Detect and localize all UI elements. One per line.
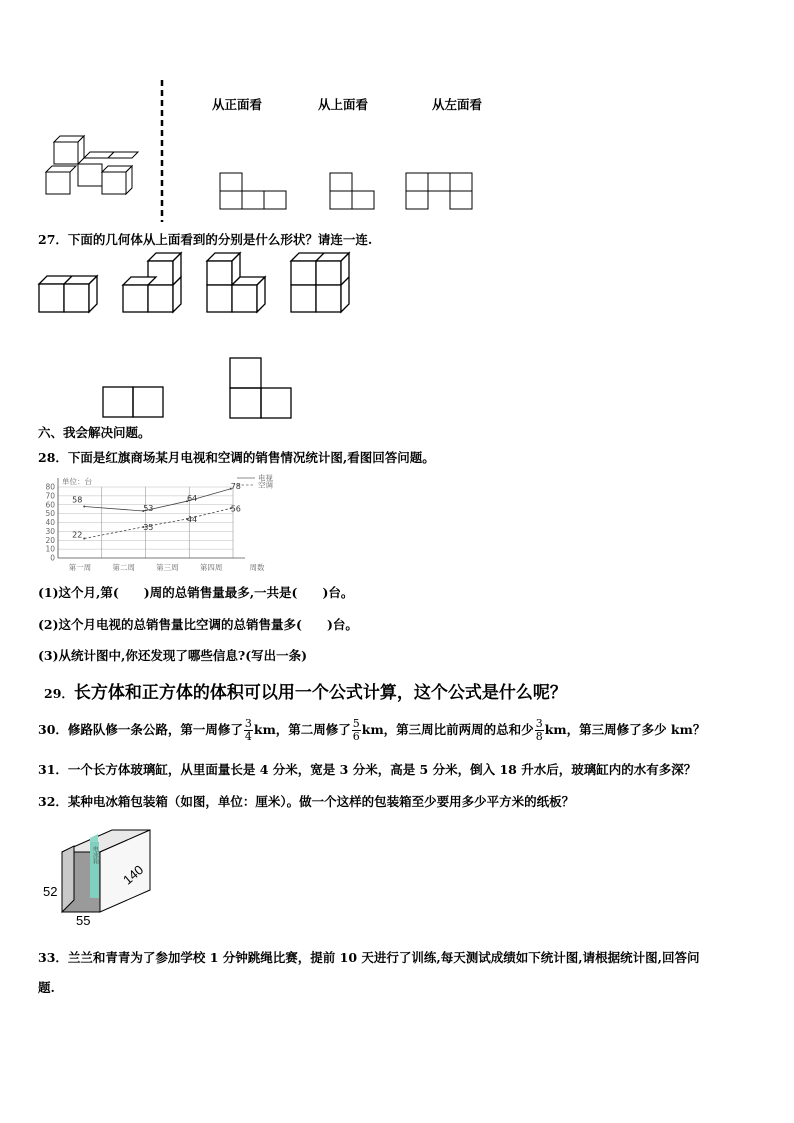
solid-figure-4[interactable] [290,253,354,317]
view-shape-c[interactable] [405,172,475,212]
question-28-1: (1)这个月,第( )周的总销售量最多,一共是( )台。 [38,585,354,600]
x-tick-label: 第四周 [199,563,223,572]
view-label-top: 从上面看 [318,97,369,112]
section-6-heading: 六、我会解决问题。 [38,425,151,440]
data-label: 58 [72,495,83,505]
y-tick-label: 0 [50,553,55,563]
y-tick-label: 30 [45,526,55,536]
solid-figure-2[interactable] [122,253,186,317]
y-tick-label: 80 [45,482,55,492]
question-27: 27．下面的几何体从上面看到的分别是什么形状？请连一连. [38,232,373,247]
question-28: 28．下面是红旗商场某月电视和空调的销售情况统计图,看图回答问题。 [38,450,435,465]
top-view-option-2[interactable] [229,357,293,421]
question-30 [38,713,705,747]
view-shape-a[interactable] [219,172,289,212]
series-line-1 [84,508,231,538]
y-tick-label: 50 [45,509,55,519]
view-label-front: 从正面看 [212,97,263,112]
view-label-left: 从左面看 [432,97,483,112]
solid-figure-1[interactable] [38,268,102,316]
packing-box-figure [40,826,170,932]
fraction-3-8: $\frac{3}{8}$ [535,717,543,743]
x-axis-label: 周数 [249,563,265,572]
dashed-divider [160,80,164,222]
data-label: 56 [230,504,241,514]
question-30-part-4: km，第三周修了多少 km？ [544,722,706,737]
fraction-5-6: $\frac{5}{6}$ [352,717,360,743]
data-point [83,506,85,508]
data-label: 78 [230,481,241,491]
y-tick-label: 70 [45,491,55,501]
question-28-2: (2)这个月电视的总销售量比空调的总销售量多( )台。 [38,617,358,632]
view-shape-b[interactable] [329,172,377,212]
question-29-number: 29． [44,686,74,701]
unit-label: 单位：台 [62,477,92,486]
data-label: 64 [186,494,198,504]
question-29-text: 长方体和正方体的体积可以用一个公式计算，这个公式是什么呢？ [73,683,567,703]
box-width-label: 55 [76,913,91,928]
question-29 [44,678,567,703]
x-tick-label: 第三周 [156,563,179,572]
x-tick-label: 第二周 [112,563,135,572]
question-31: 31．一个长方体玻璃缸，从里面量长是 4 分米，宽是 3 分米，高是 5 分米，倒入 18 升水后，玻璃缸内的水有多深？ [38,762,697,777]
question-30-part-3: km，第三周比前两周的总和少 [361,722,534,737]
box-length-label: 140 [120,862,147,888]
y-tick-label: 10 [45,544,55,554]
cube-figure [40,138,140,198]
data-point [83,537,85,539]
box-side-label: 电冰箱 [91,846,99,864]
y-tick-label: 60 [45,500,55,510]
y-tick-label: 40 [45,518,55,527]
question-33-line-2: 题. [38,980,55,995]
data-label: 53 [143,503,154,513]
question-32: 32．某种电冰箱包装箱（如图，单位：厘米）。做一个这样的包装箱至少要用多少平方米的纸板？ [38,794,575,809]
legend-entry: 电视 [258,473,273,483]
series-line-0 [84,489,231,511]
y-tick-label: 20 [45,535,55,545]
data-label: 44 [186,514,198,524]
solid-figure-3[interactable] [206,253,270,317]
data-label: 35 [143,522,154,532]
question-28-3: (3)从统计图中,你还发现了哪些信息?(写出一条) [38,648,308,663]
top-view-option-1[interactable] [102,386,166,420]
box-height-label: 52 [43,884,58,899]
question-30-part-2: km，第二周修了 [253,722,351,737]
x-tick-label: 第一周 [68,563,92,572]
data-label: 22 [72,530,83,540]
legend-entry: 空调 [258,480,273,490]
question-30-part-1: 30．修路队修一条公路，第一周修了 [38,722,243,737]
question-33-line-1: 33．兰兰和青青为了参加学校 1 分钟跳绳比赛，提前 10 天进行了训练,每天测试成绩如下统计图,请根据统计图,回答问 [38,950,700,965]
sales-line-chart [36,472,296,578]
fraction-3-4: $\frac{3}{4}$ [244,717,252,743]
